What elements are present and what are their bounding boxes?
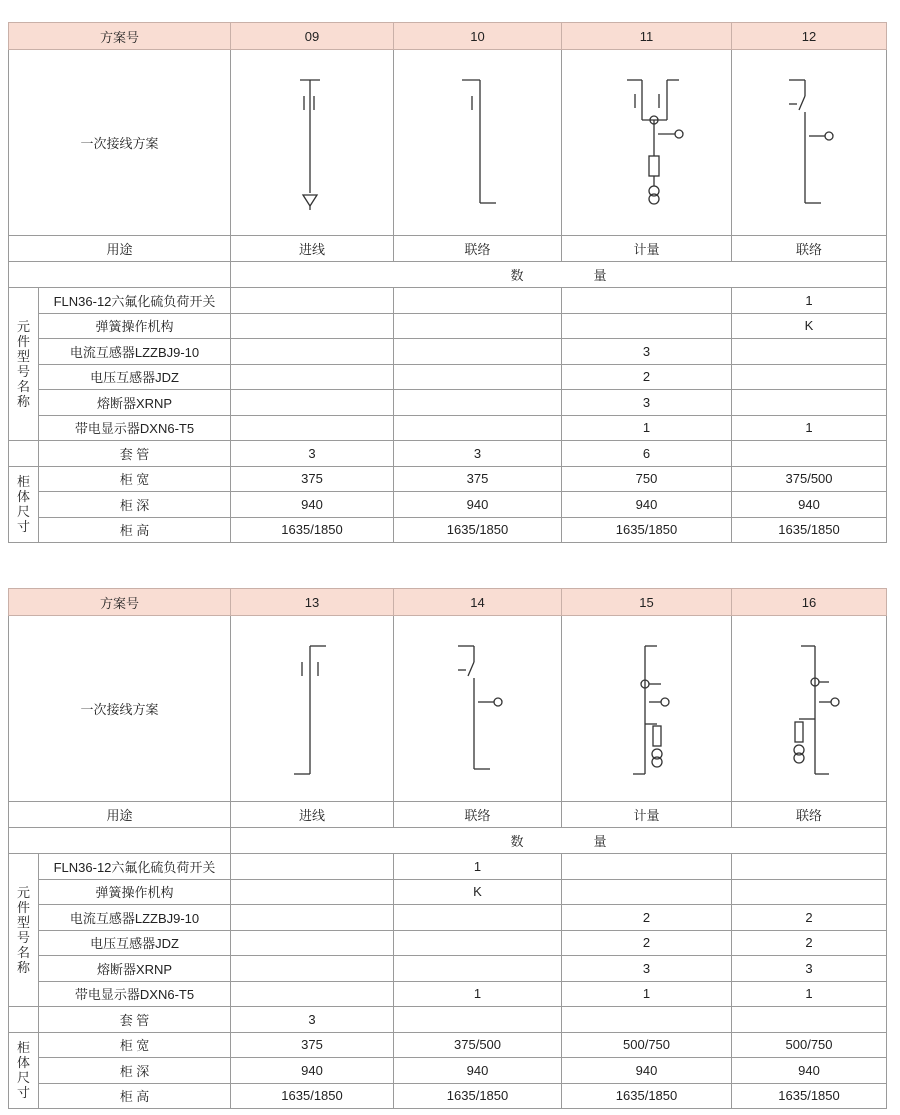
component-qty	[231, 288, 394, 314]
component-qty	[231, 930, 394, 956]
scheme-number: 14	[394, 589, 562, 616]
use-value: 计量	[562, 236, 732, 262]
component-qty	[732, 879, 887, 905]
component-name: 电流互感器LZZBJ9-10	[39, 905, 231, 931]
quantity-blank	[9, 828, 231, 854]
header-row	[9, 589, 887, 616]
component-qty	[732, 441, 887, 467]
group-label-char: 件	[16, 334, 30, 349]
use-label: 用途	[9, 802, 231, 828]
group-label-char: 名	[16, 945, 30, 960]
component-qty	[231, 854, 394, 880]
component-qty: 1	[732, 288, 887, 314]
component-qty	[394, 313, 562, 339]
quantity-label-2: 量	[593, 268, 607, 283]
wiring-diagram	[732, 50, 887, 236]
component-group-label	[9, 854, 39, 1007]
dimension-value: 940	[394, 1058, 562, 1084]
component-qty: 1	[732, 981, 887, 1007]
component-qty	[394, 905, 562, 931]
group-blank	[9, 441, 39, 467]
diagram-row	[9, 616, 887, 802]
component-qty: 1	[732, 415, 887, 441]
diagram-label: 一次接线方案	[9, 616, 231, 802]
component-name: FLN36-12六氟化硫负荷开关	[39, 854, 231, 880]
group-label-char: 号	[16, 930, 30, 945]
dimension-value: 375	[394, 466, 562, 492]
group-label-char: 体	[16, 1055, 30, 1071]
component-qty: 1	[394, 854, 562, 880]
component-qty	[231, 905, 394, 931]
scheme-number: 10	[394, 23, 562, 50]
group-label-char: 称	[16, 394, 30, 409]
component-name: 电压互感器JDZ	[39, 930, 231, 956]
dimension-value: 500/750	[562, 1032, 732, 1058]
wiring-diagram	[394, 616, 562, 802]
component-name: 带电显示器DXN6-T5	[39, 415, 231, 441]
component-qty	[394, 390, 562, 416]
group-label-char: 型	[16, 915, 30, 930]
dimension-value: 1635/1850	[394, 1083, 562, 1109]
scheme-number: 09	[231, 23, 394, 50]
component-qty	[394, 930, 562, 956]
quantity-label-1: 数	[510, 268, 524, 283]
dimension-value: 940	[732, 492, 887, 518]
component-qty	[562, 288, 732, 314]
component-qty	[394, 288, 562, 314]
wiring-diagram-tie-line	[428, 58, 528, 228]
dimension-value: 500/750	[732, 1032, 887, 1058]
use-value: 联络	[394, 802, 562, 828]
component-qty: 3	[231, 1007, 394, 1033]
use-value: 进线	[231, 802, 394, 828]
dimension-name: 柜 深	[39, 1058, 231, 1084]
group-label-char: 体	[16, 489, 30, 505]
component-qty: 3	[562, 956, 732, 982]
scheme-number: 16	[732, 589, 887, 616]
component-name: 电压互感器JDZ	[39, 364, 231, 390]
dimension-value: 940	[562, 492, 732, 518]
quantity-label-1: 数	[510, 834, 524, 849]
component-qty	[562, 313, 732, 339]
diagram-label: 一次接线方案	[9, 50, 231, 236]
component-name: FLN36-12六氟化硫负荷开关	[39, 288, 231, 314]
component-qty: 3	[231, 441, 394, 467]
component-qty	[394, 364, 562, 390]
dimension-row	[9, 466, 887, 492]
dimension-value: 1635/1850	[732, 517, 887, 543]
quantity-row	[9, 828, 887, 854]
group-blank	[9, 1007, 39, 1033]
component-name: 电流互感器LZZBJ9-10	[39, 339, 231, 365]
component-qty: 3	[562, 339, 732, 365]
scheme-number: 13	[231, 589, 394, 616]
use-value: 联络	[394, 236, 562, 262]
component-qty: 1	[562, 415, 732, 441]
wiring-diagram-metering-pt	[597, 624, 697, 794]
use-value: 联络	[732, 236, 887, 262]
component-row	[9, 313, 887, 339]
component-qty	[231, 390, 394, 416]
scheme-number: 12	[732, 23, 887, 50]
component-row	[9, 930, 887, 956]
group-label-char: 寸	[16, 519, 30, 535]
wiring-diagram	[231, 50, 394, 236]
component-name: 套 管	[39, 441, 231, 467]
component-qty: 2	[732, 930, 887, 956]
component-qty: 1	[562, 981, 732, 1007]
dimension-value: 940	[231, 492, 394, 518]
component-qty: 3	[562, 390, 732, 416]
component-qty	[231, 879, 394, 905]
wiring-diagram-incoming-fuse-line	[262, 58, 362, 228]
use-value: 进线	[231, 236, 394, 262]
dimension-value: 1635/1850	[562, 1083, 732, 1109]
use-value: 联络	[732, 802, 887, 828]
dimension-value: 1635/1850	[562, 517, 732, 543]
dimension-row	[9, 1083, 887, 1109]
component-qty	[732, 364, 887, 390]
wiring-diagram-tie-metering	[759, 624, 859, 794]
component-name: 弹簧操作机构	[39, 879, 231, 905]
quantity-header	[231, 262, 887, 288]
component-row	[9, 956, 887, 982]
dimension-value: 375	[231, 1032, 394, 1058]
component-qty	[732, 390, 887, 416]
component-qty: 2	[732, 905, 887, 931]
component-qty	[562, 1007, 732, 1033]
component-qty: 3	[394, 441, 562, 467]
scheme-number: 15	[562, 589, 732, 616]
dimension-name: 柜 宽	[39, 466, 231, 492]
component-qty	[231, 956, 394, 982]
component-qty	[394, 956, 562, 982]
component-row	[9, 364, 887, 390]
use-row	[9, 802, 887, 828]
use-label: 用途	[9, 236, 231, 262]
scheme-table	[8, 22, 887, 543]
component-qty	[394, 1007, 562, 1033]
dimension-name: 柜 高	[39, 1083, 231, 1109]
component-row	[9, 1007, 887, 1033]
component-qty: 6	[562, 441, 732, 467]
group-label-char: 尺	[16, 1070, 30, 1086]
group-label-char: 号	[16, 364, 30, 379]
quantity-blank	[9, 262, 231, 288]
component-qty	[562, 879, 732, 905]
dimension-name: 柜 深	[39, 492, 231, 518]
dimension-row	[9, 1032, 887, 1058]
component-qty	[394, 339, 562, 365]
dimension-row	[9, 517, 887, 543]
dimension-value: 1635/1850	[732, 1083, 887, 1109]
group-label-char: 柜	[16, 474, 30, 490]
component-row	[9, 390, 887, 416]
component-name: 弹簧操作机构	[39, 313, 231, 339]
dimension-value: 1635/1850	[231, 1083, 394, 1109]
component-qty: 2	[562, 364, 732, 390]
component-row	[9, 854, 887, 880]
component-qty	[231, 981, 394, 1007]
component-qty: K	[732, 313, 887, 339]
group-label-char: 名	[16, 379, 30, 394]
dimension-value: 940	[394, 492, 562, 518]
component-qty	[732, 339, 887, 365]
dimension-group-label	[9, 466, 39, 543]
quantity-label-2: 量	[593, 834, 607, 849]
component-row	[9, 905, 887, 931]
dimension-value: 940	[231, 1058, 394, 1084]
dimension-value: 375/500	[732, 466, 887, 492]
dimension-name: 柜 高	[39, 517, 231, 543]
component-qty	[231, 339, 394, 365]
group-label-char: 件	[16, 900, 30, 915]
component-name: 熔断器XRNP	[39, 390, 231, 416]
dimension-value: 750	[562, 466, 732, 492]
quantity-row	[9, 262, 887, 288]
dimension-name: 柜 宽	[39, 1032, 231, 1058]
wiring-diagram-tie-load-switch	[759, 58, 859, 228]
component-qty	[231, 364, 394, 390]
use-value: 计量	[562, 802, 732, 828]
dimension-group-label	[9, 1032, 39, 1109]
group-label-char: 型	[16, 349, 30, 364]
wiring-diagram	[394, 50, 562, 236]
component-qty	[732, 854, 887, 880]
wiring-diagram	[732, 616, 887, 802]
group-label-char: 柜	[16, 1040, 30, 1056]
component-qty: 3	[732, 956, 887, 982]
dimension-value: 940	[732, 1058, 887, 1084]
component-row	[9, 981, 887, 1007]
component-qty: 1	[394, 981, 562, 1007]
component-row	[9, 339, 887, 365]
dimension-value: 940	[562, 1058, 732, 1084]
group-label-char: 寸	[16, 1085, 30, 1101]
component-qty	[562, 854, 732, 880]
wiring-diagram-incoming-line	[262, 624, 362, 794]
component-qty	[394, 415, 562, 441]
quantity-header	[231, 828, 887, 854]
scheme-no-label: 方案号	[9, 589, 231, 616]
group-label-char: 元	[16, 319, 30, 334]
wiring-diagram	[562, 50, 732, 236]
component-qty	[231, 313, 394, 339]
component-row	[9, 879, 887, 905]
component-qty: 2	[562, 905, 732, 931]
dimension-row	[9, 1058, 887, 1084]
header-row	[9, 23, 887, 50]
scheme-number: 11	[562, 23, 732, 50]
component-row	[9, 415, 887, 441]
component-qty	[732, 1007, 887, 1033]
wiring-diagram	[231, 616, 394, 802]
dimension-value: 1635/1850	[394, 517, 562, 543]
wiring-diagram	[562, 616, 732, 802]
scheme-table	[8, 588, 887, 1109]
component-group-label	[9, 288, 39, 441]
component-qty	[231, 415, 394, 441]
diagram-row	[9, 50, 887, 236]
dimension-value: 1635/1850	[231, 517, 394, 543]
wiring-diagram-metering	[597, 58, 697, 228]
wiring-diagram-tie-load-switch	[428, 624, 528, 794]
use-row	[9, 236, 887, 262]
component-qty: K	[394, 879, 562, 905]
component-row	[9, 288, 887, 314]
component-qty: 2	[562, 930, 732, 956]
group-label-char: 元	[16, 885, 30, 900]
group-label-char: 称	[16, 960, 30, 975]
component-name: 熔断器XRNP	[39, 956, 231, 982]
group-label-char: 尺	[16, 504, 30, 520]
dimension-row	[9, 492, 887, 518]
dimension-value: 375	[231, 466, 394, 492]
component-row	[9, 441, 887, 467]
component-name: 套 管	[39, 1007, 231, 1033]
component-name: 带电显示器DXN6-T5	[39, 981, 231, 1007]
dimension-value: 375/500	[394, 1032, 562, 1058]
scheme-no-label: 方案号	[9, 23, 231, 50]
